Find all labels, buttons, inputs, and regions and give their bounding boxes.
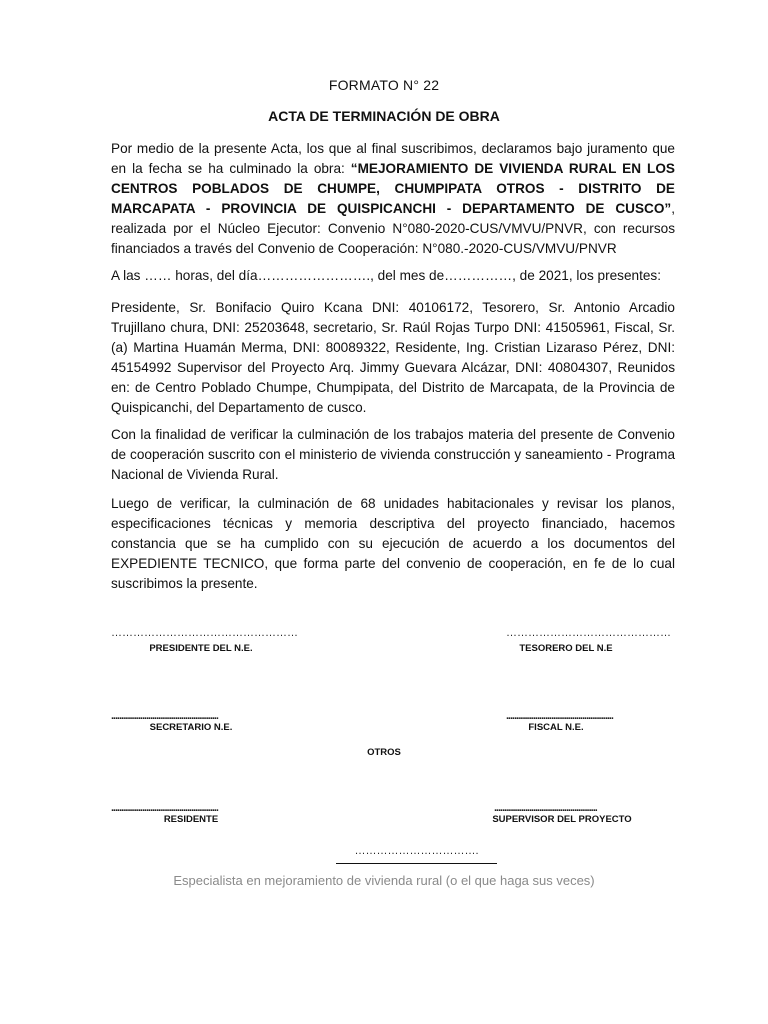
intro-text: Por medio de la presente Acta, los que al final suscribimos, declaramos bajo juramento que en la fecha se ha culminado la obra: xyxy=(111,141,675,176)
paragraph-purpose: Con la finalidad de verificar la culminación de los trabajos materia del presente de Convenio de cooperación suscrito con el ministerio de vivienda construcción y saneamiento - Programa Nacional de Vivienda Rural. xyxy=(111,427,675,482)
label-tesorero: TESORERO DEL N.E xyxy=(519,643,613,654)
signature-line-fiscal: .................................................... xyxy=(506,710,613,722)
label-otros: OTROS xyxy=(367,747,401,758)
label-presidente: PRESIDENTE DEL N.E. xyxy=(149,643,253,654)
intro-rest: , realizada por el Núcleo Ejecutor: Convenio N°080-2020-CUS/VMVU/PNVR, con recursos financiados a través del Convenio de Cooperación: N°080.-2020-CUS/VMVU/PNVR xyxy=(111,201,675,256)
paragraph-verification: Luego de verificar, la culminación de 68 unidades habitacionales y revisar los planos, especificaciones técnicas y memoria descriptiva del proyecto financiado, hacemos constancia que se ha cumplido con su ejecución de acuerdo a los documentos del EXPEDIENTE TECNICO, que forma parte del convenio de cooperación, en fe de lo cual suscribimos la presente. xyxy=(111,496,675,591)
signature-line-residente: .................................................... xyxy=(111,802,218,814)
signature-line-tesorero: ……………………………………… xyxy=(506,627,671,639)
underline-especialista xyxy=(336,863,497,864)
paragraph-intro xyxy=(111,139,675,259)
paragraph-date: A las …… horas, del día……………………., del mes de……………, de 2021, los presentes: xyxy=(111,268,662,283)
label-especialista: Especialista en mejoramiento de vivienda rural (o el que haga sus veces) xyxy=(173,873,595,888)
formato-number: FORMATO N° 22 xyxy=(328,77,440,93)
signature-line-presidente: …………………………………………… xyxy=(111,627,298,639)
label-supervisor: SUPERVISOR DEL PROYECTO xyxy=(492,814,632,825)
signature-line-especialista: ……………………………. xyxy=(354,845,479,857)
label-fiscal: FISCAL N.E. xyxy=(528,722,584,733)
signature-line-supervisor: .................................................. xyxy=(494,802,597,814)
label-secretario: SECRETARIO N.E. xyxy=(149,722,233,733)
document-title: ACTA DE TERMINACIÓN DE OBRA xyxy=(268,108,500,124)
paragraph-attendees: Presidente, Sr. Bonifacio Quiro Kcana DNI: 40106172, Tesorero, Sr. Antonio Arcadio Trujillano chura, DNI: 25203648, secretario, Sr. Raúl Rojas Turpo DNI: 41505961, Fiscal, Sr. (a) Martina Huamán Merma, DNI: 80089322, Residente, Ing. Cristian Lizaraso Pérez, DNI: 45154992 Supervisor del Proyecto Arq. Jimmy Guevara Alcázar, DNI: 40804307, Reunidos en: de Centro Poblado Chumpe, Chumpipata, del Distrito de Marcapata, de la Provincia de Quispicanchi, del Departamento de cusco. xyxy=(111,300,675,415)
label-residente: RESIDENTE xyxy=(163,814,219,825)
signature-line-secretario: .................................................... xyxy=(111,710,218,722)
obra-name: “MEJORAMIENTO DE VIVIENDA RURAL EN LOS CENTROS POBLADOS DE CHUMPE, CHUMPIPATA OTROS - DISTRITO DE MARCAPATA - PROVINCIA DE QUISPICANCHI - DEPARTAMENTO DE CUSCO” xyxy=(111,161,675,216)
